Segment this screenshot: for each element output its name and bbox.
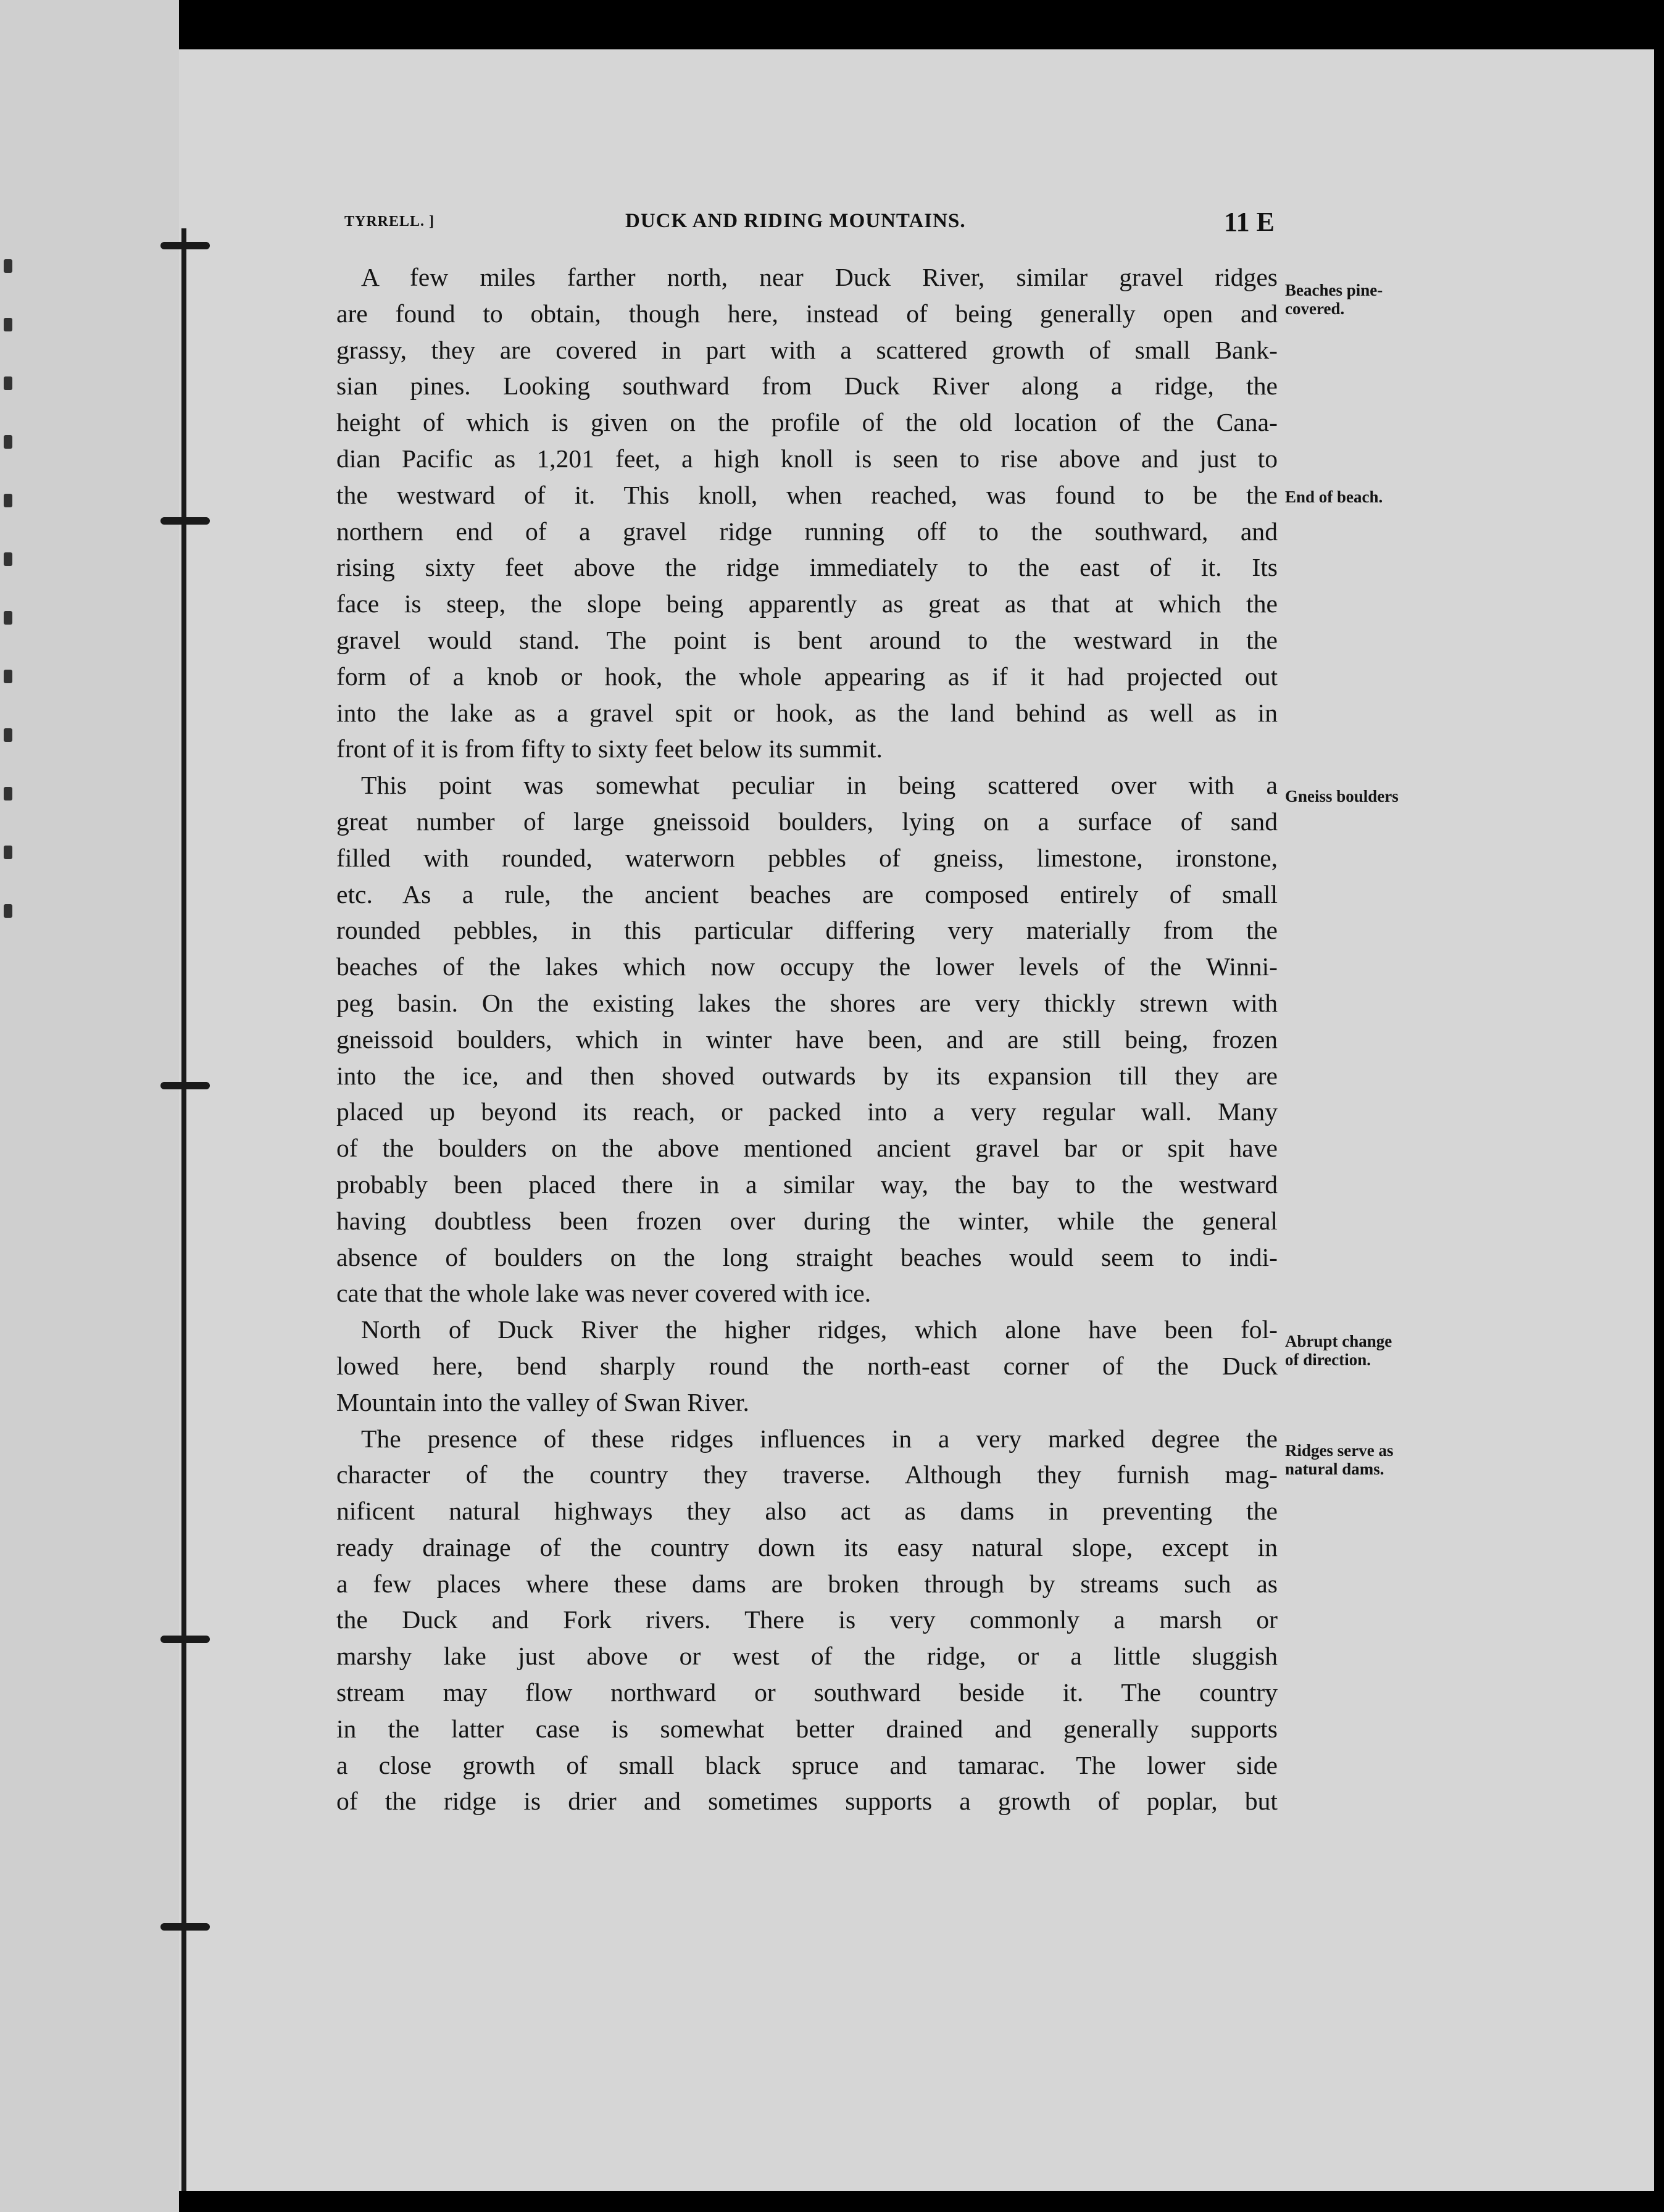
text-line: ready drainage of the country down its easy natural slope, except in (336, 1532, 1278, 1561)
body-text (336, 259, 1278, 1819)
text-line: gneissoid boulders, which in winter have been, and are still being, frozen (336, 1025, 1278, 1054)
text-line: peg basin. On the existing lakes the shores are very thickly strewn with (336, 988, 1278, 1017)
running-header (344, 207, 1283, 241)
margin-note (1285, 787, 1446, 805)
text-line: marshy lake just above or west of the ridge, or a little sluggish (336, 1642, 1278, 1671)
margin-note (1285, 1441, 1446, 1478)
text-line: sian pines. Looking southward from Duck River along a ridge, the (336, 372, 1278, 401)
page-number: 11 E (1224, 207, 1275, 237)
text-line: placed up beyond its reach, or packed into a very regular wall. Many (336, 1097, 1278, 1126)
paragraph-1 (336, 259, 1278, 767)
text-line: into the lake as a gravel spit or hook, as the land behind as well as in (336, 698, 1278, 727)
text-line: absence of boulders on the long straight beaches would seem to indi- (336, 1242, 1278, 1271)
paragraph-3 (336, 1312, 1278, 1420)
margin-note-line: Beaches pine- (1285, 281, 1383, 299)
binding-stitch (160, 1923, 210, 1931)
margin-note (1285, 488, 1446, 506)
text-line: into the ice, and then shoved outwards by its expansion till they are (336, 1061, 1278, 1090)
margin-note-line: natural dams. (1285, 1460, 1384, 1478)
text-line: form of a knob or hook, the whole appearing as if it had projected out (336, 662, 1278, 691)
margin-note (1285, 281, 1446, 318)
margin-note-line: End of beach. (1285, 488, 1383, 506)
text-line: a few places where these dams are broken through by streams such as (336, 1569, 1278, 1598)
margin-note-line: of direction. (1285, 1350, 1371, 1369)
text-line: of the ridge is drier and sometimes supports a growth of poplar, but (336, 1787, 1278, 1816)
margin-note-line: Gneiss boulders (1285, 787, 1399, 805)
text-line: lowed here, bend sharply round the north-east corner of the Duck (336, 1351, 1278, 1380)
text-line: North of Duck River the higher ridges, which alone have been fol- (361, 1315, 1278, 1344)
text-line: great number of large gneissoid boulders, lying on a surface of sand (336, 807, 1278, 836)
text-line: gravel would stand. The point is bent around to the westward in the (336, 625, 1278, 654)
header-author: TYRRELL. ] (344, 214, 435, 230)
text-line: face is steep, the slope being apparently as great as that at which the (336, 589, 1278, 618)
text-line: A few miles farther north, near Duck River, similar gravel ridges (361, 263, 1278, 291)
text-line: grassy, they are covered in part with a scattered growth of small Bank- (336, 335, 1278, 364)
binding-stitch (160, 1082, 210, 1089)
previous-page-edge (0, 0, 179, 2212)
margin-note-line: Ridges serve as (1285, 1441, 1394, 1460)
text-line: nificent natural highways they also act as dams in preventing the (336, 1497, 1278, 1526)
paragraph-2 (336, 767, 1278, 1312)
text-line: beaches of the lakes which now occupy the lower levels of the Winni- (336, 952, 1278, 981)
text-line: a close growth of small black spruce and tamarac. The lower side (336, 1750, 1278, 1779)
text-line: character of the country they traverse. Although they furnish mag- (336, 1460, 1278, 1489)
text-line: probably been placed there in a similar way, the bay to the westward (336, 1170, 1278, 1199)
margin-note-line: Abrupt change (1285, 1332, 1392, 1350)
text-line: rounded pebbles, in this particular differing very materially from the (336, 916, 1278, 945)
text-line: rising sixty feet above the ridge immediately to the east of it. Its (336, 553, 1278, 582)
text-line: having doubtless been frozen over during the winter, while the general (336, 1206, 1278, 1235)
previous-page-text-fragments (0, 259, 25, 963)
text-line: are found to obtain, though here, instead of being generally open and (336, 299, 1278, 328)
text-line: front of it is from fifty to sixty feet below its summit. (336, 734, 883, 763)
paragraph-4 (336, 1421, 1278, 1820)
text-line: etc. As a rule, the ancient beaches are composed entirely of small (336, 879, 1278, 908)
text-line: cate that the whole lake was never covered with ice. (336, 1279, 872, 1308)
text-line: filled with rounded, waterworn pebbles of gneiss, limestone, ironstone, (336, 843, 1278, 872)
text-line: height of which is given on the profile of the old location of the Cana- (336, 408, 1278, 437)
header-title: DUCK AND RIDING MOUNTAINS. (625, 210, 966, 232)
margin-note (1285, 1332, 1446, 1369)
text-line: Mountain into the valley of Swan River. (336, 1387, 749, 1416)
text-line: the Duck and Fork rivers. There is very commonly a marsh or (336, 1605, 1278, 1634)
binding-stitch (160, 242, 210, 249)
text-line: of the boulders on the above mentioned ancient gravel bar or spit have (336, 1134, 1278, 1163)
binding-stitch (160, 1636, 210, 1643)
text-line: This point was somewhat peculiar in being scattered over with a (361, 771, 1278, 800)
text-line: the westward of it. This knoll, when reached, was found to be the (336, 480, 1278, 509)
text-line: in the latter case is somewhat better drained and generally supports (336, 1714, 1278, 1743)
text-line: The presence of these ridges influences in a very marked degree the (361, 1424, 1278, 1453)
text-line: stream may flow northward or southward beside it. The country (336, 1678, 1278, 1707)
text-line: northern end of a gravel ridge running off to the southward, and (336, 517, 1278, 546)
text-line: dian Pacific as 1,201 feet, a high knoll is seen to rise above and just to (336, 444, 1278, 473)
binding-stitch (160, 517, 210, 525)
margin-note-line: covered. (1285, 299, 1345, 318)
